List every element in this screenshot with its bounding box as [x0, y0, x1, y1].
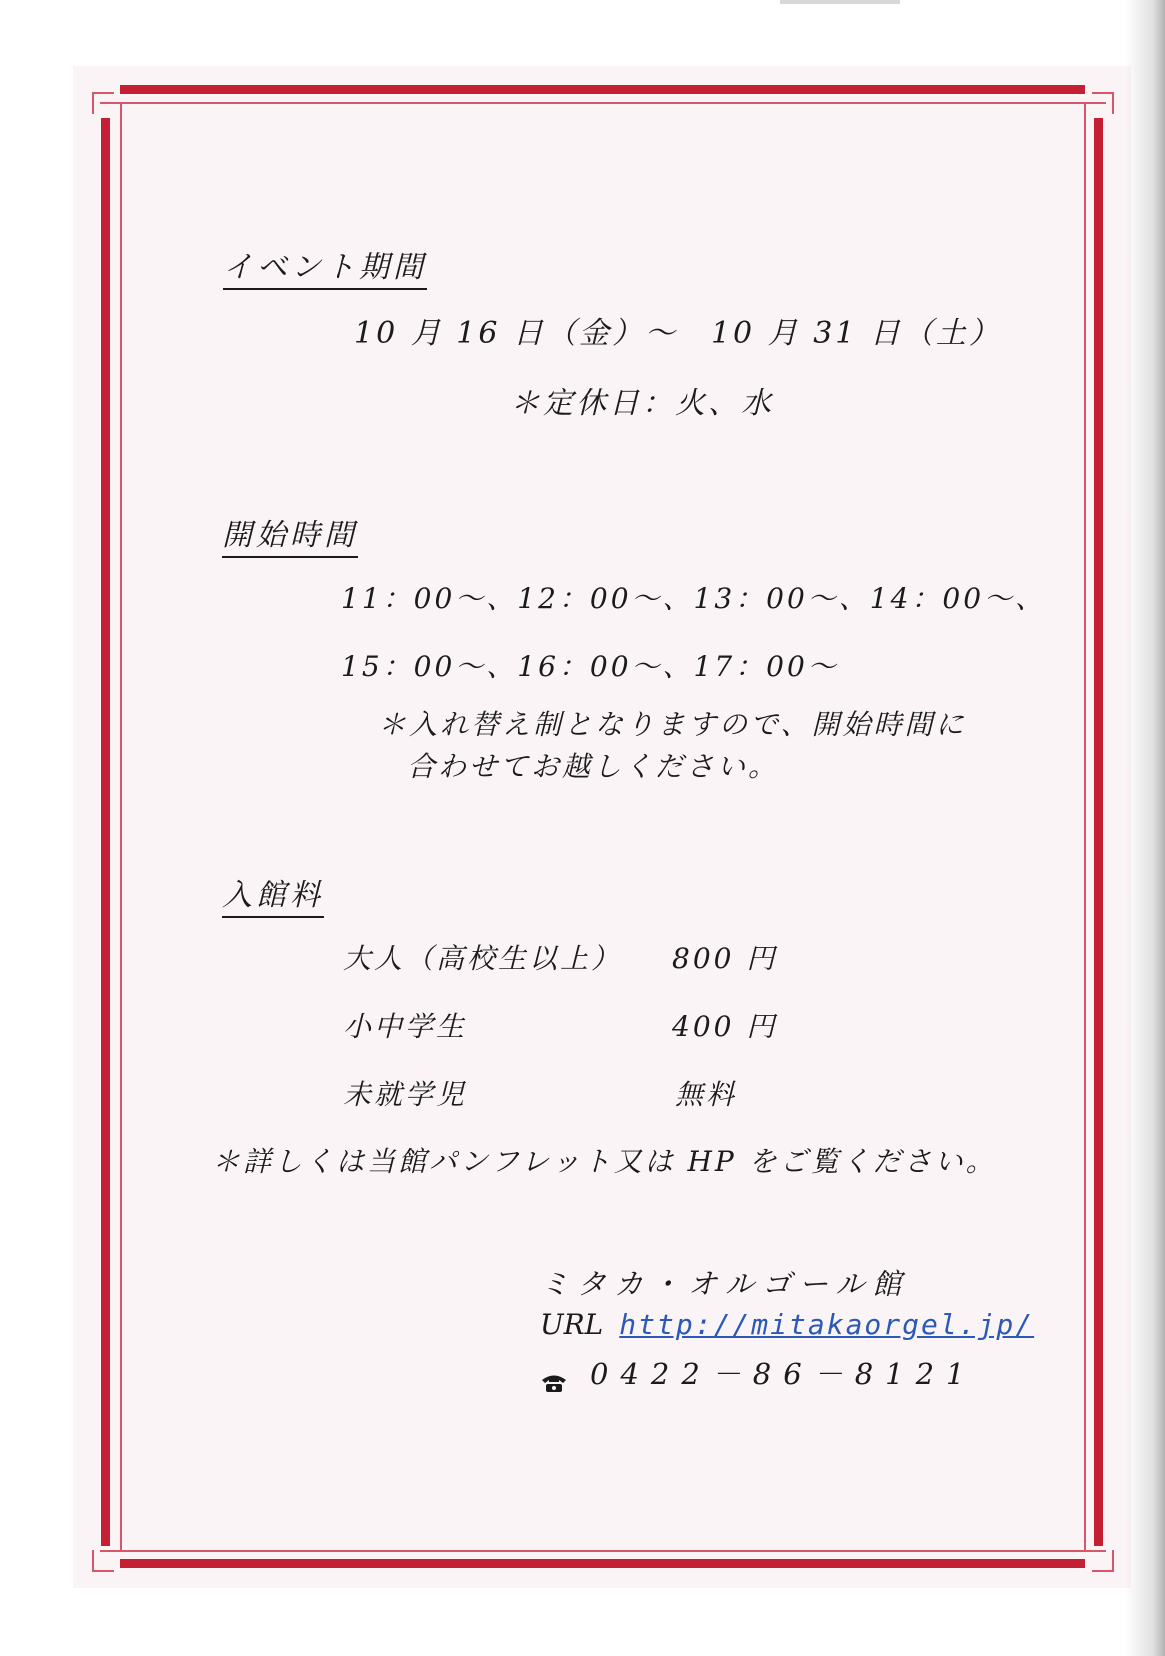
frame-right-border — [1094, 118, 1103, 1546]
fee-row-label: 小中学生 — [343, 1010, 468, 1043]
fee-row-price: 400 円 — [672, 1010, 778, 1043]
frame-bottom-border — [120, 1559, 1085, 1568]
frame-corner-top-right — [1092, 92, 1114, 114]
frame-inner-left-line — [120, 102, 122, 1552]
fee-row-label: 未就学児 — [343, 1078, 468, 1111]
fee-row-label: 大人（高校生以上） — [343, 942, 623, 975]
url-label: URL — [540, 1308, 604, 1341]
start-times-line-2: 15：00～、16：00～、17：00～ — [341, 650, 839, 683]
phone-row — [540, 1352, 977, 1393]
organization-name: ミタカ・オルゴール館 — [540, 1267, 910, 1301]
closed-days: ＊定休日：火、水 — [510, 386, 774, 421]
event-dates: 10 月 16 日（金）～ 10 月 31 日（土） — [354, 316, 1002, 351]
frame-top-border — [120, 85, 1085, 94]
url-row — [540, 1308, 1034, 1341]
frame-corner-bottom-right — [1092, 1550, 1114, 1572]
frame-left-border — [101, 118, 110, 1546]
fee-row-price: 800 円 — [672, 942, 778, 975]
event-period-heading: イベント期間 — [223, 242, 427, 290]
telephone-icon — [540, 1366, 568, 1386]
phone-number: 0422－86－8121 — [590, 1357, 977, 1391]
start-time-note-line-1: ＊入れ替え制となりますので、開始時間に — [378, 708, 967, 741]
start-times-line-1: 11：00～、12：00～、13：00～、14：00～、 — [341, 582, 1047, 615]
website-link[interactable]: http://mitakaorgel.jp/ — [619, 1308, 1035, 1341]
frame-inner-top-line — [100, 102, 1106, 104]
start-time-heading: 開始時間 — [222, 510, 358, 558]
admission-fee-heading: 入館料 — [222, 870, 324, 918]
frame-inner-right-line — [1084, 102, 1086, 1552]
scan-mark — [780, 0, 900, 4]
details-note: ＊詳しくは当館パンフレット又は HP をご覧ください。 — [212, 1145, 997, 1178]
start-time-note-line-2: 合わせてお越しください。 — [407, 750, 780, 783]
fee-row-price: 無料 — [675, 1078, 738, 1111]
page-edge-shadow — [1125, 0, 1165, 1656]
frame-corner-bottom-left — [92, 1550, 114, 1572]
frame-inner-bottom-line — [100, 1550, 1106, 1552]
frame-corner-top-left — [92, 92, 114, 114]
